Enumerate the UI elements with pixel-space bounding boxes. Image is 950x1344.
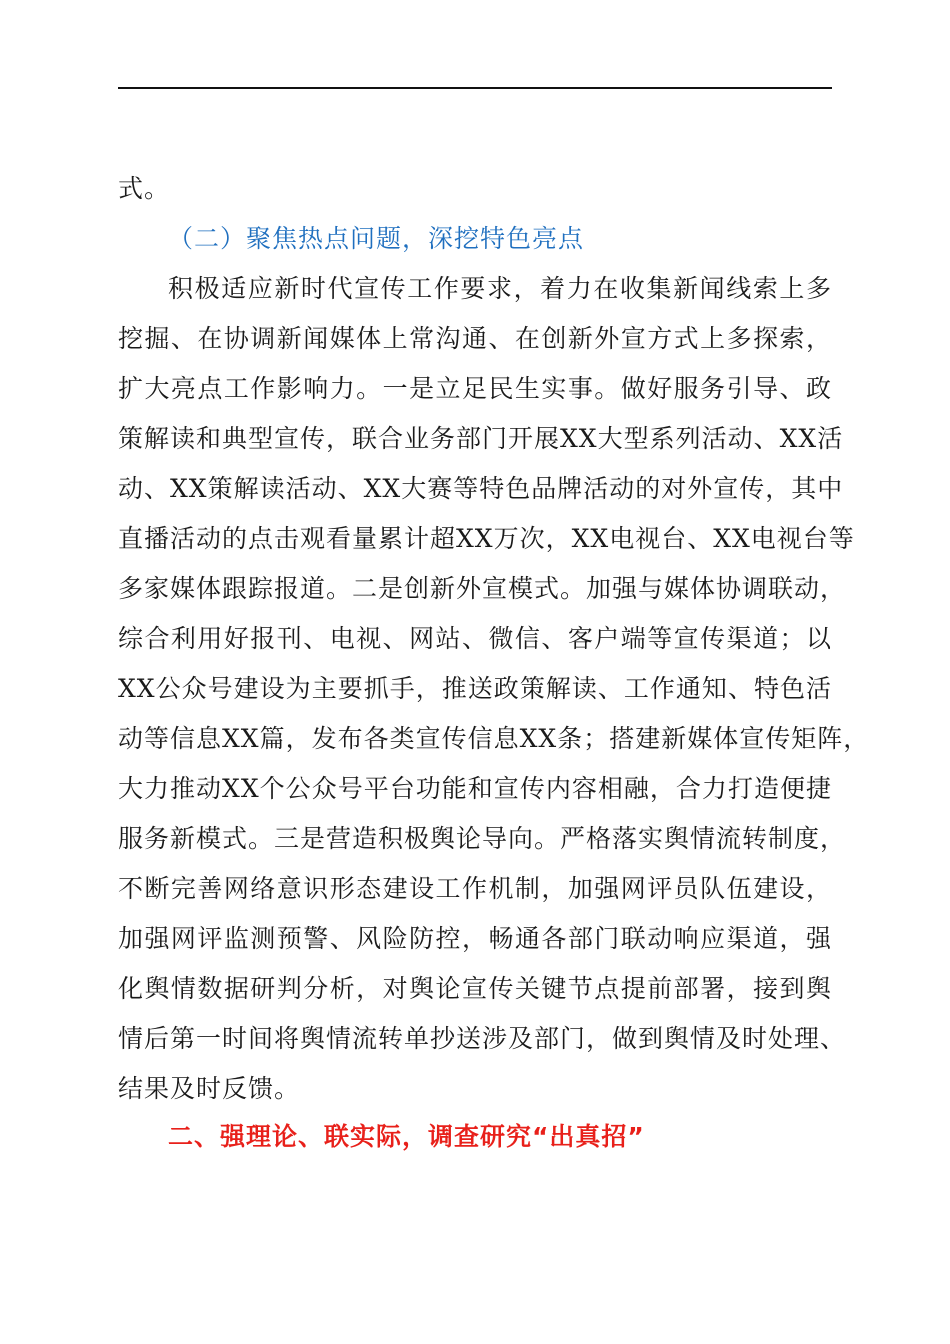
paragraph-line: 加强网评监测预警、风险防控，畅通各部门联动响应渠道，强 [118, 924, 832, 953]
subheading: （二）聚焦热点问题，深挖特色亮点 [168, 224, 585, 253]
paragraph-line: 不断完善网络意识形态建设工作机制，加强网评员队伍建设， [118, 874, 832, 903]
paragraph-line: 挖掘、在协调新闻媒体上常沟通、在创新外宣方式上多探索， [118, 324, 832, 353]
paragraph-line: 服务新模式。三是营造积极舆论导向。严格落实舆情流转制度， [118, 824, 847, 853]
paragraph-line: 直播活动的点击观看量累计超XX万次，XX电视台、XX电视台等 [118, 524, 855, 553]
paragraph-line: 扩大亮点工作影响力。一是立足民生实事。做好服务引导、政 [118, 374, 832, 403]
header-rule [118, 87, 832, 89]
paragraph-line: 综合利用好报刊、电视、网站、微信、客户端等宣传渠道；以 [118, 624, 832, 653]
paragraph-line: 动、XX策解读活动、XX大赛等特色品牌活动的对外宣传，其中 [118, 474, 844, 503]
paragraph-line: 情后第一时间将舆情流转单抄送涉及部门，做到舆情及时处理、 [118, 1024, 847, 1053]
paragraph-line: 结果及时反馈。 [118, 1074, 301, 1103]
paragraph-line: 策解读和典型宣传，联合业务部门开展XX大型系列活动、XX活 [118, 424, 844, 453]
paragraph-line: 大力推动XX个公众号平台功能和宣传内容相融，合力打造便捷 [118, 774, 832, 803]
paragraph-line: 化舆情数据研判分析，对舆论宣传关键节点提前部署，接到舆 [118, 974, 832, 1003]
paragraph-line: 多家媒体跟踪报道。二是创新外宣模式。加强与媒体协调联动， [118, 574, 847, 603]
paragraph-line: 积极适应新时代宣传工作要求，着力在收集新闻线索上多 [168, 274, 832, 303]
paragraph-line: XX公众号建设为主要抓手，推送政策解读、工作通知、特色活 [118, 674, 832, 703]
paragraph-line: 动等信息XX篇，发布各类宣传信息XX条；搭建新媒体宣传矩阵， [118, 724, 870, 753]
section-heading: 二、强理论、联实际，调查研究“出真招” [168, 1122, 645, 1151]
continuation-text: 式。 [118, 174, 171, 203]
